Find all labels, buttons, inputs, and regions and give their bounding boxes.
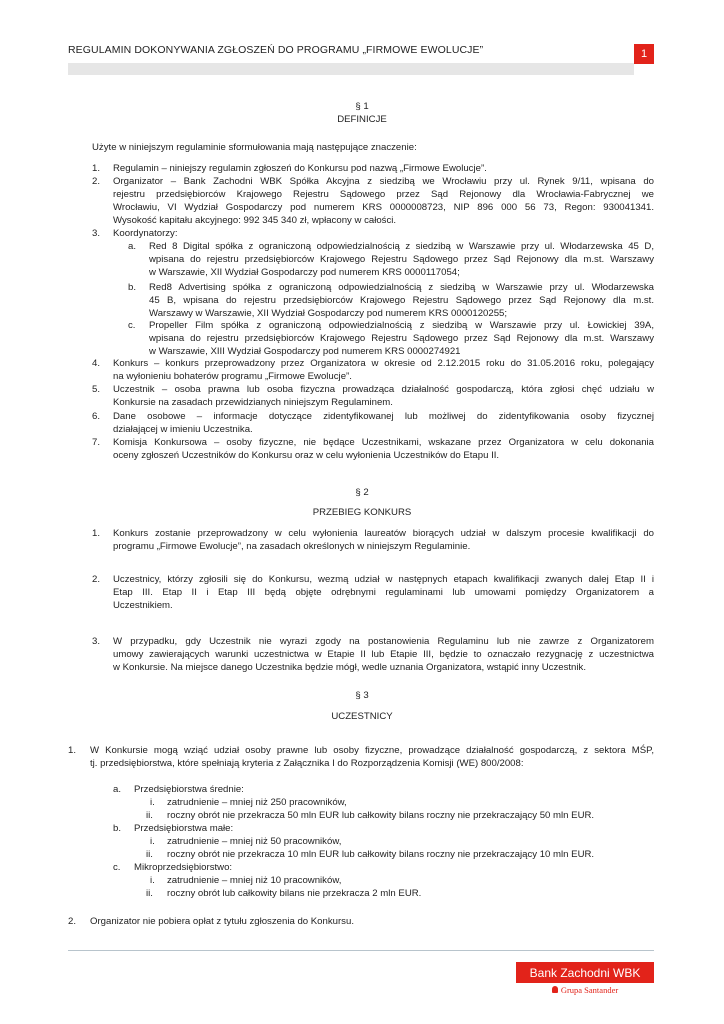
criterion-text: roczny obrót lub całkowity bilans nie przekracza 2 mln EUR. bbox=[167, 888, 422, 899]
procedure-item-line: W przypadku, gdy Uczestnik nie wyrazi zgody na postanowienia Regulaminu lub nie zawrze z Organizatorem bbox=[113, 636, 654, 647]
definition-item-line: oceny zgłoszeń Uczestników do Konkursu oraz w celu wyłonienia Uczestników do Etapu II. bbox=[113, 450, 500, 461]
criterion-text: zatrudnienie – mniej niż 50 pracowników, bbox=[167, 836, 342, 847]
coordinator-item-line: w Warszawie, XIII Wydział Gospodarczy pod numerem KRS 0000274921 bbox=[149, 346, 461, 357]
procedure-item-line: programu „Firmowe Ewolucje”, na zasadach określonych w niniejszym Regulaminie. bbox=[113, 541, 471, 552]
page-number-badge: 1 bbox=[634, 44, 654, 64]
bank-logo bbox=[516, 962, 654, 996]
section-3-number: § 3 bbox=[355, 690, 369, 701]
criterion-number: i. bbox=[150, 797, 155, 808]
coordinator-item-line: 45 B, wpisana do rejestru przedsiębiorców Krajowego Rejestru Sądowego przez Sąd Rejonowy dla m.st. bbox=[149, 295, 654, 306]
coordinator-item-number: a. bbox=[128, 241, 137, 252]
category-letter: b. bbox=[113, 823, 122, 834]
procedure-item-line: Uczestnicy, którzy zgłosili się do Konkursu, wezmą udział w następnych etapach kwalifikacji zwanych dalej Etap II i bbox=[113, 574, 654, 585]
category-letter: a. bbox=[113, 784, 122, 795]
definition-item-number: 5. bbox=[92, 384, 101, 395]
category-label: Przedsiębiorstwa małe: bbox=[134, 823, 234, 834]
definition-item-number: 3. bbox=[92, 228, 101, 239]
criterion-number: i. bbox=[150, 875, 155, 886]
coordinator-item-line: Red 8 Digital spółka z ograniczoną odpowiedzialnością z siedzibą w Warszawie przy ul. Włodarzewska 45 D, bbox=[149, 241, 654, 252]
participant-criteria-number: 1. bbox=[68, 745, 77, 756]
logo-sub-text: Grupa Santander bbox=[560, 984, 619, 995]
criterion-number: ii. bbox=[146, 810, 153, 821]
definition-item-line: działającej w imieniu Uczestnika. bbox=[113, 424, 253, 435]
procedure-item-line: Konkurs zostanie przeprowadzony w celu wyłonienia laureatów biorących udział w dalszym procesie kwalifikacji do bbox=[113, 528, 654, 539]
definition-item-line: Wrocławiu, VI Wydział Gospodarczy pod numerem KRS 0000008723, NIP 896 000 56 73, Regon: 930041341. bbox=[113, 202, 654, 213]
definition-item-line: Organizator – Bank Zachodni WBK Spółka Akcyjna z siedzibą we Wrocławiu przy ul. Rynek 9/11, wpisana do bbox=[113, 176, 654, 187]
flame-icon bbox=[552, 986, 558, 993]
criterion-number: ii. bbox=[146, 888, 153, 899]
definition-item-line: Regulamin – niniejszy regulamin zgłoszeń do Konkursu pod nazwą „Firmowe Ewolucje”. bbox=[113, 163, 487, 174]
coordinator-item-number: c. bbox=[128, 320, 136, 331]
section-2-number: § 2 bbox=[355, 487, 369, 498]
procedure-item-line: Etap III. Etap II i Etap III będą objęte odrębnymi regulaminami lub umowami pomiędzy Organizatorem a bbox=[113, 587, 654, 598]
procedure-item-line: umowy zawierających warunki uczestnictwa w Etapie II lub Etapie III, będzie to oznaczało rezygnację z uczestnictwa bbox=[113, 649, 654, 660]
criterion-text: zatrudnienie – mniej niż 250 pracowników, bbox=[167, 797, 347, 808]
definition-item-line: rejestru przedsiębiorców Krajowego Rejestru Sądowego przez Sąd Rejonowy dla Wrocławia-Fabrycznej we bbox=[113, 189, 654, 200]
definition-item-number: 6. bbox=[92, 411, 101, 422]
definition-item-line: Wysokość kapitału akcyjnego: 992 345 340 zł, wpłacony w całości. bbox=[113, 215, 397, 226]
section-2-title: PRZEBIEG KONKURS bbox=[312, 507, 412, 518]
procedure-item-number: 3. bbox=[92, 636, 101, 647]
definition-item-line: Uczestnik – osoba prawna lub osoba fizyczna prowadząca działalność gospodarczą, która zgłosi chęć udziału w bbox=[113, 384, 654, 395]
header-bar bbox=[68, 63, 634, 75]
procedure-item-number: 1. bbox=[92, 528, 101, 539]
section-1-number: § 1 bbox=[355, 101, 369, 112]
procedure-item-line: Uczestnikiem. bbox=[113, 600, 173, 611]
logo-sub bbox=[516, 983, 654, 996]
definition-item-number: 2. bbox=[92, 176, 101, 187]
coordinator-item-number: b. bbox=[128, 282, 137, 293]
definition-item-line: Konkursie na zasadach przewidzianych niniejszym Regulaminem. bbox=[113, 397, 393, 408]
criterion-text: zatrudnienie – mniej niż 10 pracowników, bbox=[167, 875, 342, 886]
coordinator-item-line: wpisana do rejestru przedsiębiorców Krajowego Rejestru Sądowego przez Sąd Rejonowy dla m.st. Warszawy bbox=[149, 333, 654, 344]
fee-item-number: 2. bbox=[68, 916, 77, 927]
criterion-text: roczny obrót nie przekracza 50 mln EUR lub całkowity bilans roczny nie przekraczający 50 mln EUR. bbox=[167, 810, 595, 821]
definition-item-line: Konkurs – konkurs przeprowadzony przez Organizatora w okresie od 2.12.2015 roku do 31.05.2016 roku, polegający bbox=[113, 358, 654, 369]
definition-item-number: 1. bbox=[92, 163, 101, 174]
participant-criteria-line: tj. przedsiębiorstwa, które spełniają kryteria z Załącznika I do Rozporządzenia Komisji (WE) 800/2008: bbox=[90, 758, 524, 769]
category-label: Mikroprzedsiębiorstwo: bbox=[134, 862, 233, 873]
definition-item-line: Dane osobowe – informacje dotyczące zidentyfikowanej lub możliwej do zidentyfikowania osoby fizycznej bbox=[113, 411, 654, 422]
definition-item-line: Komisja Konkursowa – osoby fizyczne, nie będące Uczestnikami, wskazane przez Organizatora w celu dokonania bbox=[113, 437, 654, 448]
definition-item-line: na wyłonieniu bohaterów programu „Firmowe Ewolucje”. bbox=[113, 371, 352, 382]
category-label: Przedsiębiorstwa średnie: bbox=[134, 784, 244, 795]
criterion-number: ii. bbox=[146, 849, 153, 860]
coordinator-item-line: Propeller Film spółka z ograniczoną odpowiedzialnością z siedzibą w Warszawie przy ul. Łowickiej 39A, bbox=[149, 320, 654, 331]
fee-item-text: Organizator nie pobiera opłat z tytułu zgłoszenia do Konkursu. bbox=[90, 916, 354, 927]
category-letter: c. bbox=[113, 862, 121, 873]
coordinator-item-line: Red8 Advertising spółka z ograniczoną odpowiedzialnością z siedzibą w Warszawie przy ul. Włodarzewska bbox=[149, 282, 654, 293]
section-3-title: UCZESTNICY bbox=[331, 711, 393, 722]
footer-divider bbox=[68, 950, 654, 951]
section-1-title: DEFINICJE bbox=[337, 114, 387, 125]
coordinator-item-line: Warszawy w Warszawie, XII Wydział Gospodarczy pod numerem KRS 0000120255; bbox=[149, 308, 508, 319]
logo-main-text: Bank Zachodni WBK bbox=[516, 962, 654, 983]
participant-criteria-line: W Konkursie mogą wziąć udział osoby prawne lub osoby fizyczne, prowadzące działalność gospodarczą, z sektora MŚP, bbox=[90, 745, 654, 756]
procedure-item-number: 2. bbox=[92, 574, 101, 585]
criterion-number: i. bbox=[150, 836, 155, 847]
criterion-text: roczny obrót nie przekracza 10 mln EUR lub całkowity bilans roczny nie przekraczający 10 mln EUR. bbox=[167, 849, 595, 860]
document-header-title: REGULAMIN DOKONYWANIA ZGŁOSZEŃ DO PROGRAMU „FIRMOWE EWOLUCJE” bbox=[68, 44, 484, 56]
section-1-intro: Użyte w niniejszym regulaminie sformułowania mają następujące znaczenie: bbox=[92, 142, 417, 153]
definition-item-number: 4. bbox=[92, 358, 101, 369]
procedure-item-line: w Konkursie. Na miejsce danego Uczestnika będzie mógł, wedle uznania Organizatora, wstąpić inny Uczestnik. bbox=[113, 662, 586, 673]
coordinator-item-line: w Warszawie, XII Wydział Gospodarczy pod numerem KRS 0000117054; bbox=[149, 267, 460, 278]
definition-item-line: Koordynatorzy: bbox=[113, 228, 178, 239]
coordinator-item-line: wpisana do rejestru przedsiębiorców Krajowego Rejestru Sądowego przez Sąd Rejonowy dla m.st. Warszawy bbox=[149, 254, 654, 265]
definition-item-number: 7. bbox=[92, 437, 101, 448]
